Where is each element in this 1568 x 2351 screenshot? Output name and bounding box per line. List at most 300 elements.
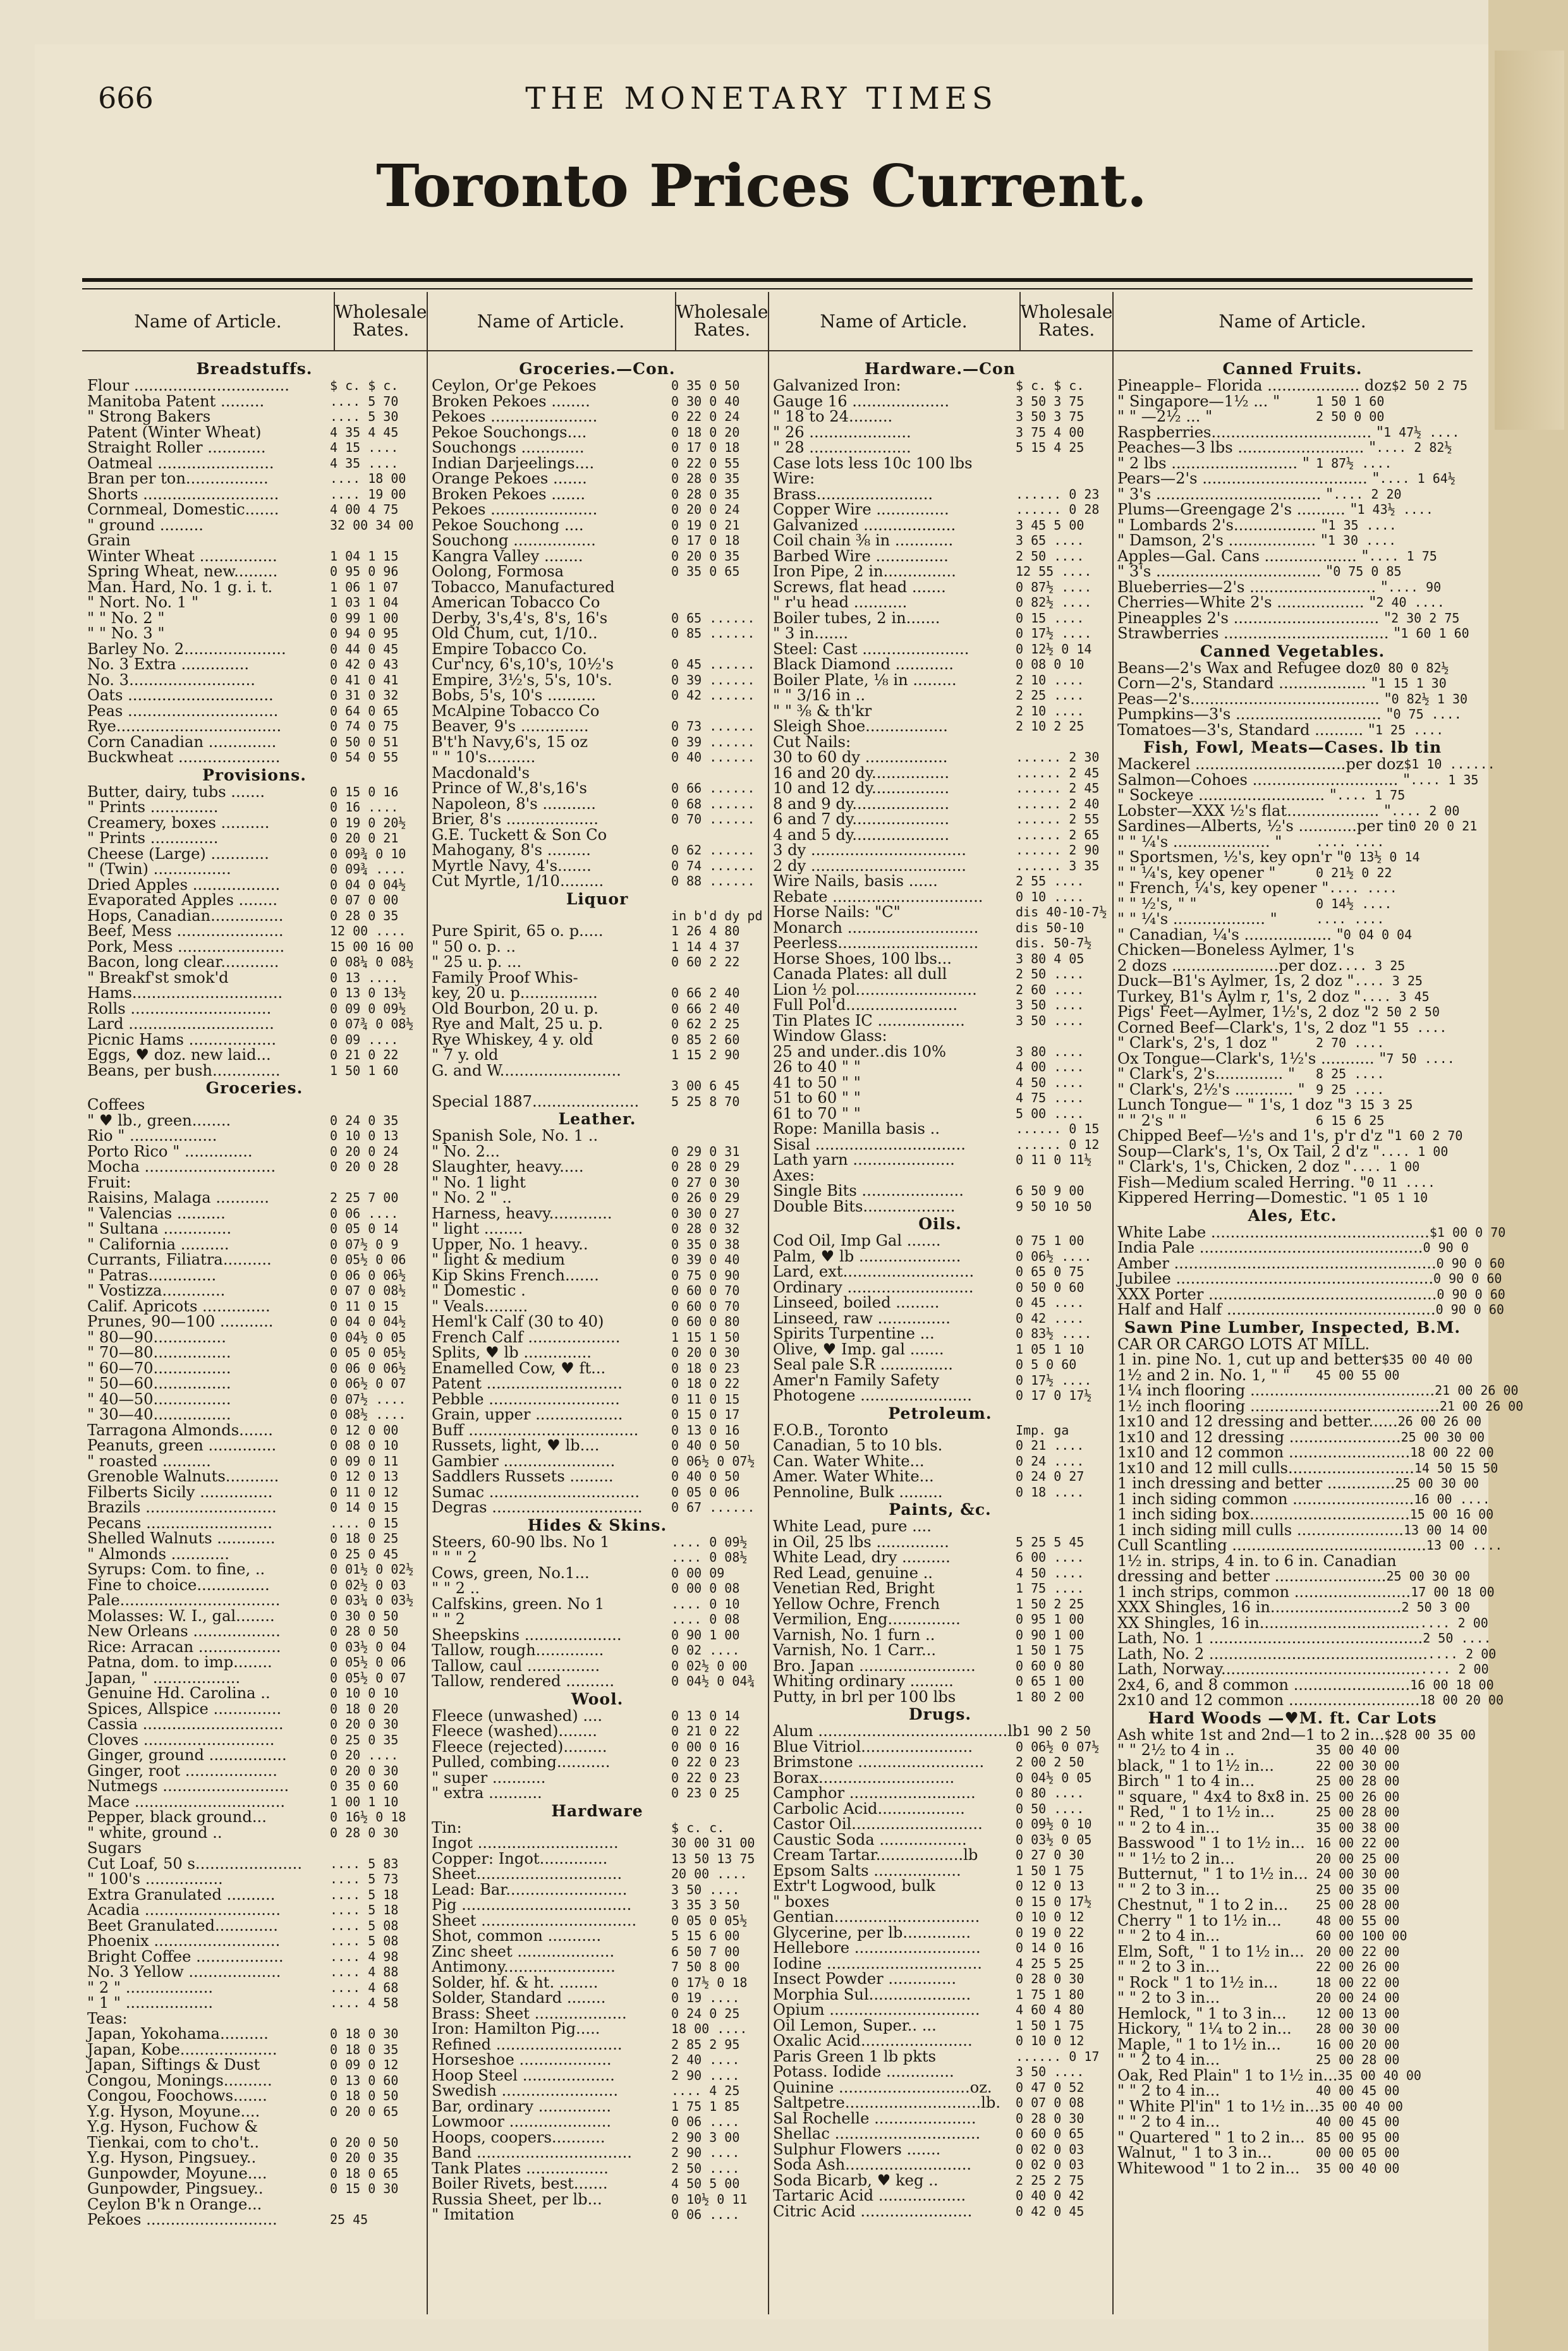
price-row	[432, 471, 763, 487]
wholesale-rate: 4 00 ....	[1016, 1059, 1085, 1074]
article-name: Tobacco, Manufactured	[432, 578, 615, 596]
article-name: Rye and Malt, 25 u. p.	[432, 1015, 604, 1033]
wholesale-rate: .... 4 25	[671, 2083, 740, 2098]
article-name: Single Bits .....................	[773, 1182, 964, 1200]
price-row	[432, 1928, 763, 1944]
wholesale-rate: 0 04 0 04	[1343, 926, 1413, 942]
article-name: " 25 u. p. ...	[432, 953, 522, 971]
wholesale-rate: 2 10 ....	[1016, 703, 1085, 719]
wholesale-rate: 0 21 ....	[1016, 1438, 1085, 1453]
price-row	[1117, 1536, 1503, 1554]
article-name: Can. Water White...	[773, 1452, 925, 1470]
price-row	[432, 734, 763, 750]
price-row	[432, 688, 763, 703]
article-name: " boxes	[773, 1892, 830, 1911]
section-heading-hard-woods-m-ft-car-lots: Hard Woods —♥M. ft. Car Lots	[1148, 1708, 1437, 1727]
article-name: 1x10 and 12 dressing .......................	[1117, 1428, 1401, 1446]
article-name: Souchong .................	[432, 532, 596, 549]
wholesale-rate: 16 00 20 00	[1316, 2036, 1400, 2052]
price-row	[87, 1097, 422, 1113]
wholesale-rate: 13 00 14 00	[1404, 1522, 1488, 1538]
wholesale-rate: 0 44 0 45	[330, 641, 399, 657]
price-row	[1117, 865, 1468, 881]
article-name: " Veals.........	[432, 1297, 528, 1315]
wholesale-rate: .... 2 00	[1420, 1661, 1489, 1677]
article-name: Raspberries................................. "	[1117, 423, 1384, 441]
price-row	[87, 1376, 422, 1392]
article-name: Coil chain ⅜ in ............	[773, 532, 954, 549]
wholesale-rate: 2 50 0 00	[1316, 409, 1385, 424]
article-name: Cloves ...........................	[87, 1730, 275, 1749]
article-name: Sleigh Shoe.................	[773, 717, 948, 735]
wholesale-rate: 2 25 7 00	[330, 1190, 399, 1205]
wholesale-rate: 0 14 0 15	[330, 1500, 399, 1515]
wholesale-rate: 2 25 2 75	[1016, 2172, 1085, 2188]
article-name: Ordinary ..........................	[773, 1278, 974, 1296]
price-row	[1117, 1051, 1468, 1067]
show-through	[1495, 51, 1564, 430]
wholesale-rate: .... 4 68	[330, 1979, 399, 1995]
wholesale-rate: 0 68 ......	[671, 796, 755, 811]
price-row	[87, 1221, 422, 1237]
article-name: Chicken—Boneless Aylmer, 1's	[1117, 941, 1354, 959]
page-edge	[1488, 0, 1568, 2351]
name-of-article-header: Name of Article.	[1219, 310, 1366, 332]
wholesale-rate: 0 06½ 0 07	[330, 1376, 406, 1391]
article-name: Lath, No. 2 .............................................	[1117, 1644, 1428, 1663]
article-name: Cherries—White 2's .................. "	[1117, 593, 1377, 611]
wholesale-rate: 12 00 13 00	[1316, 2005, 1400, 2021]
article-name: Spanish Sole, No. 1 ..	[432, 1127, 599, 1145]
article-name: Full Pol'd.......................	[773, 996, 958, 1014]
article-name: " " ½'s, " "	[1117, 894, 1197, 913]
article-name: 1 inch siding box.................................	[1117, 1505, 1410, 1523]
price-row	[87, 1918, 422, 1934]
article-name: Rolls .............................	[87, 999, 272, 1018]
price-row	[432, 378, 763, 394]
article-name: Tartaric Acid ..................	[773, 2187, 966, 2204]
wholesale-rate: 0 40 0 42	[1016, 2188, 1085, 2203]
price-row	[773, 2126, 1107, 2142]
wholesale-rate: 0 13 0 13½	[330, 985, 406, 1000]
price-row	[1117, 580, 1468, 595]
article-name: Ash white 1st and 2nd—1 to 2 in...	[1117, 1725, 1385, 1744]
article-name: " Breakf'st smok'd	[87, 968, 229, 987]
price-row	[773, 1326, 1107, 1342]
price-row	[773, 781, 1107, 796]
price-row	[87, 2119, 422, 2135]
wholesale-rate: 1 25 ....	[1375, 722, 1444, 738]
wholesale-rate: 0 10 0 12	[1016, 1909, 1085, 1924]
price-row	[1117, 927, 1468, 943]
article-name: Pulled, combing...........	[432, 1753, 611, 1771]
article-name: 1 inch siding mill culls ......................	[1117, 1521, 1404, 1539]
wholesale-rate: 6 15 6 25	[1316, 1112, 1385, 1128]
article-name: " square, " 4x4 to 8x8 in.	[1117, 1787, 1310, 1806]
wholesale-rate: 3 80 ....	[1016, 1043, 1085, 1059]
wholesale-rate: 0 90 1 00	[1016, 1627, 1085, 1643]
article-name: Pecans ..........................	[87, 1514, 273, 1532]
wholesale-rate: 1 26 4 80	[671, 923, 740, 939]
price-row	[773, 626, 1107, 641]
article-name: White Labe .............................................	[1117, 1223, 1430, 1241]
wholesale-rate: 0 90 0 60	[1437, 1286, 1505, 1302]
article-name: Black Diamond ............	[773, 655, 954, 673]
wholesale-rate: 0 03¼ 0 03½	[330, 1593, 414, 1608]
name-of-article-header: Name of Article.	[768, 292, 1021, 350]
article-name: Y.g. Hyson, Pingsuey..	[87, 2149, 257, 2166]
price-row	[87, 1128, 422, 1144]
price-row	[87, 1314, 422, 1330]
price-row	[432, 1032, 763, 1048]
price-row	[773, 1801, 1107, 1817]
price-row	[1117, 2052, 1468, 2068]
price-row	[432, 1078, 763, 1094]
article-name: Pineapple– Florida ................... doz	[1117, 377, 1392, 394]
wholesale-rate: 2 50 ....	[671, 2160, 740, 2176]
article-name: Tarragona Almonds.......	[87, 1421, 273, 1439]
price-row	[773, 1754, 1107, 1770]
price-row	[432, 1454, 763, 1469]
wholesale-rate: $ c. $ c.	[1016, 378, 1085, 393]
price-row	[1117, 1254, 1505, 1272]
wholesale-rate	[1016, 1519, 1107, 1534]
wholesale-rate: 0 73 ......	[671, 719, 755, 734]
article-name: Napoleon, 8's ...........	[432, 794, 596, 813]
article-name: Borax............................	[773, 1768, 955, 1787]
article-name: " 3 in.......	[773, 624, 849, 642]
article-name: Sisal ...............................	[773, 1135, 966, 1153]
price-row	[87, 1500, 422, 1516]
section-heading-fish-fowl-meats-cases-lb-tin: Fish, Fowl, Meats—Cases. lb tin	[1143, 738, 1442, 756]
price-row	[1117, 1459, 1498, 1477]
price-row	[87, 1933, 422, 1949]
wholesale-rate	[1016, 456, 1107, 471]
article-name: Derby, 3's,4's, 8's, 16's	[432, 609, 608, 627]
article-name: Peerless.............................	[773, 934, 979, 952]
article-name: Bacon, long clear............	[87, 953, 279, 971]
article-name: Gauge 16 ....................	[773, 392, 950, 410]
price-row	[1117, 1758, 1468, 1774]
article-name: " Clark's, 2's, 1 doz "	[1117, 1034, 1279, 1052]
wholesale-rate: 0 90 0 60	[1435, 1302, 1504, 1317]
wholesale-rate: $28 00 35 00	[1384, 1727, 1476, 1742]
price-row	[773, 1295, 1107, 1311]
article-name: Quinine ...........................oz.	[773, 2078, 992, 2096]
price-row	[432, 781, 763, 796]
price-row	[773, 549, 1107, 564]
wholesale-rate: .... 1 35	[1410, 772, 1479, 787]
price-row	[432, 908, 763, 924]
article-name: 16 and 20 dy................	[773, 763, 950, 782]
price-row	[1117, 989, 1468, 1005]
wholesale-rate: 0 04½ 0 04¾	[671, 1674, 755, 1689]
wholesale-rate: 15 00 16 00	[1409, 1507, 1494, 1522]
price-row	[432, 1469, 763, 1485]
price-row	[87, 1159, 422, 1175]
article-name: Kangra Valley ........	[432, 547, 583, 565]
price-row	[773, 1388, 1107, 1404]
wholesale-rate	[671, 1063, 763, 1079]
wholesale-rate: .... 0 15	[330, 1515, 399, 1531]
article-name: dressing and better .......................	[1117, 1567, 1387, 1585]
wholesale-rate: 3 50 3 75	[1016, 393, 1085, 409]
article-name: Shot, common ...........	[432, 1927, 602, 1945]
article-name: Camphor ..........................	[773, 1784, 976, 1802]
price-row	[432, 1866, 763, 1882]
wholesale-rate: .... 2 20	[1333, 486, 1402, 502]
price-row	[87, 1268, 422, 1284]
wholesale-rate: 1 14 4 37	[671, 939, 740, 954]
price-row	[432, 564, 763, 580]
wholesale-rate: 0 09 0 09½	[330, 1000, 406, 1016]
price-row	[432, 1175, 763, 1191]
wholesale-rate: 2 50 3 00	[1401, 1600, 1470, 1615]
price-row	[432, 1643, 763, 1658]
article-name: Blue Vitriol.......................	[773, 1737, 973, 1756]
section-heading-drugs: Drugs.	[908, 1705, 972, 1723]
price-row	[87, 1716, 422, 1732]
price-row	[773, 1233, 1107, 1249]
article-name: Cut Loaf, 50 s......................	[87, 1854, 303, 1873]
article-name: Corn—2's, Standard .................. "	[1117, 674, 1378, 692]
wholesale-rate: 0 17 0 17½	[1016, 1388, 1092, 1403]
price-row	[87, 1454, 422, 1469]
wholesale-rate: 0 90 0 60	[1433, 1271, 1502, 1286]
price-row	[432, 440, 763, 456]
price-row	[773, 1816, 1107, 1832]
wholesale-rate	[330, 1097, 422, 1113]
wholesale-rate: 16 00 18 00	[1410, 1677, 1494, 1692]
section-heading-canned-fruits: Canned Fruits.	[1222, 360, 1363, 378]
price-row	[432, 1345, 763, 1361]
wholesale-rate: .... 0 08½	[671, 1550, 748, 1565]
price-row	[773, 1519, 1107, 1534]
wholesale-rate: 0 30 0 40	[671, 393, 740, 409]
wholesale-rate: dis. 50-7½	[1016, 935, 1092, 951]
article-name: Sumac ...............................	[432, 1483, 640, 1501]
wholesale-rate: 0 80 0 82½	[1373, 660, 1449, 676]
price-row	[773, 1785, 1107, 1801]
article-name: Amer'n Family Safety	[773, 1371, 940, 1389]
article-name: " " No. 2 "	[87, 609, 165, 627]
wholesale-rate: 5 00 ....	[1016, 1105, 1085, 1121]
wholesale-rate: .... 1 00	[1351, 1159, 1420, 1174]
article-name: Orange Pekoes .......	[432, 470, 587, 487]
wholesale-rate: 1 87½ ....	[1316, 455, 1392, 471]
price-row	[1117, 518, 1468, 533]
wholesale-rate: ...... 0 28	[1016, 502, 1100, 517]
wholesale-rate: 2 90 ....	[671, 2145, 740, 2160]
article-name: 1½ inch flooring .......................................	[1117, 1397, 1440, 1415]
price-row	[773, 641, 1107, 657]
article-name: black, " 1 to 1½ in...	[1117, 1756, 1274, 1775]
column-body	[768, 351, 1112, 2219]
wholesale-rate: in b'd dy pd	[671, 908, 763, 923]
wholesale-rate: 4 35 4 45	[330, 424, 399, 440]
price-row	[432, 1658, 763, 1674]
wholesale-rate: 20 00 25 00	[1316, 1850, 1400, 1866]
price-row	[1117, 1368, 1468, 1383]
wholesale-rate: 0 10 0 12	[1016, 2033, 1085, 2048]
price-row	[773, 1075, 1107, 1091]
wholesale-rate: 28 00 30 00	[1316, 2021, 1400, 2036]
wholesale-rate: 0 07 0 08	[1016, 2095, 1085, 2110]
price-row	[1117, 1190, 1468, 1206]
price-row	[432, 1596, 763, 1612]
wholesale-rate: 0 08¼ 0 08½	[330, 954, 414, 969]
price-row	[432, 1001, 763, 1017]
price-row	[87, 908, 422, 924]
price-row	[432, 2083, 763, 2099]
wholesale-rate: 0 18 0 25	[330, 1531, 399, 1546]
wholesale-rate: 0 20 0 24	[330, 1143, 399, 1159]
article-name: 1¼ inch flooring ......................................	[1117, 1382, 1435, 1399]
price-row	[773, 1770, 1107, 1786]
article-name: Rebate ...............................	[773, 887, 983, 906]
price-row	[87, 1330, 422, 1346]
article-name: Picnic Hams ..................	[87, 1030, 277, 1048]
wholesale-rate: 7 50 8 00	[671, 1959, 740, 1974]
wholesale-rate: 0 13 ....	[330, 969, 399, 985]
price-row	[773, 1565, 1107, 1581]
price-row	[87, 1593, 422, 1608]
article-name: Coffees	[87, 1096, 145, 1114]
price-row	[773, 1925, 1107, 1941]
price-row	[773, 2033, 1107, 2049]
wholesale-rate: 22 00 30 00	[1316, 1758, 1400, 1773]
wholesale-rate: 0 60 0 70	[671, 1283, 740, 1298]
wholesale-rate: 2 90 ....	[671, 2067, 740, 2083]
price-row	[87, 1949, 422, 1965]
article-name: Cut Nails:	[773, 732, 851, 751]
article-name: Beans—2's Wax and Refugee doz	[1117, 659, 1373, 677]
price-row	[773, 904, 1107, 920]
price-row	[432, 796, 763, 812]
price-row	[773, 1847, 1107, 1863]
price-row	[432, 533, 763, 549]
article-name: Lobster—XXX ½'s flat................... "	[1117, 801, 1392, 820]
price-row	[87, 1732, 422, 1748]
article-name: McAlpine Tobacco Co	[432, 702, 600, 720]
article-name: Apples—Gal. Cans ................... "	[1117, 547, 1369, 565]
article-name: Macdonald's	[432, 763, 530, 782]
article-name: Beet Granulated.............	[87, 1916, 278, 1935]
article-name: " " 1½ to 2 in...	[1117, 1849, 1235, 1868]
price-row	[1117, 425, 1468, 440]
price-row	[773, 2064, 1107, 2080]
price-row	[773, 750, 1107, 765]
wholesale-rate: 0 22 0 24	[671, 409, 740, 424]
wholesale-rate: ...... 2 55	[1016, 811, 1100, 827]
wholesale-rate: 0 66 ......	[671, 781, 755, 796]
price-row	[1117, 1035, 1468, 1051]
article-name: Hams...............................	[87, 984, 283, 1002]
price-row	[773, 1658, 1107, 1674]
price-row	[432, 1674, 763, 1689]
article-name: Cheese (Large) ............	[87, 844, 269, 863]
article-name: Iron Pipe, 2 in...............	[773, 562, 956, 580]
article-name: Corned Beef—Clark's, 1's, 2 doz "	[1117, 1018, 1379, 1036]
article-name: Whiting ordinary .........	[773, 1672, 954, 1690]
price-row	[87, 1964, 422, 1980]
wholesale-rate: 0 28 0 35	[671, 471, 740, 486]
price-row	[773, 1612, 1107, 1627]
wholesale-rate: 0 40 0 50	[671, 1469, 740, 1484]
wholesale-rate: 0 60 0 65	[1016, 2126, 1085, 2141]
wholesale-rate: 0 21½ 0 22	[1316, 865, 1392, 880]
article-name: " Damson, 2's .................. "	[1117, 532, 1328, 549]
price-row	[1117, 1553, 1468, 1569]
price-row	[87, 703, 422, 719]
price-row	[1117, 2006, 1468, 2022]
article-name: Horseshoe ...................	[432, 2051, 612, 2069]
wholesale-rate: 4 75 ....	[1016, 1090, 1085, 1105]
price-row	[432, 1407, 763, 1423]
article-name: Empire, 3½'s, 5's, 10's.	[432, 671, 612, 689]
price-row	[1117, 1004, 1468, 1020]
price-row	[432, 827, 763, 843]
price-row	[1117, 1691, 1504, 1709]
price-row	[87, 1639, 422, 1655]
wholesale-rate: 1 75 1 85	[671, 2098, 740, 2114]
price-row	[432, 1392, 763, 1407]
article-name: Band ................................	[432, 2144, 632, 2161]
wholesale-rate	[1016, 1028, 1107, 1044]
wholesale-rate: 25 00 26 00	[1316, 1789, 1400, 1804]
wholesale-rate: 2 60 ....	[1016, 981, 1085, 997]
article-name: " Rock " 1 to 1½ in...	[1117, 1973, 1279, 1991]
wholesale-rate: 0 42 0 43	[330, 657, 399, 672]
page-title: Toronto Prices Current.	[376, 152, 1147, 220]
article-name: Hellebore ..........................	[773, 1939, 981, 1957]
price-row	[1117, 1583, 1495, 1601]
price-column-2	[427, 292, 769, 2314]
wholesale-rate: .... 0 10	[671, 1596, 740, 1612]
wholesale-rate: 0 13½ 0 14	[1344, 849, 1420, 865]
wholesale-rate: 0 41 0 41	[330, 672, 399, 688]
article-name: " Vostizza.............	[87, 1282, 226, 1299]
article-name: Buckwheat .....................	[87, 748, 281, 766]
article-name: Japan, " ..................	[87, 1668, 241, 1687]
wholesale-rate: 0 09¾ ....	[330, 861, 406, 877]
wholesale-rate: 0 45 ......	[671, 657, 755, 672]
article-name: " (Twin) ................	[87, 860, 231, 878]
price-row	[87, 1624, 422, 1639]
article-name: Swedish ........................	[432, 2082, 619, 2099]
thin-rule	[82, 288, 1473, 289]
wholesale-rate: 1 15 2 90	[671, 1047, 740, 1062]
wholesale-rate: 20 00 24 00	[1316, 1990, 1400, 2005]
article-name: Brazils ...........................	[87, 1498, 277, 1516]
price-row	[432, 672, 763, 688]
price-row	[87, 1485, 422, 1500]
wholesale-rate: 0 05 0 05½	[671, 1912, 748, 1928]
price-row	[87, 1840, 422, 1856]
price-row	[432, 1959, 763, 1975]
wholesale-rate: 14 50 15 50	[1414, 1460, 1498, 1476]
price-row	[773, 796, 1107, 812]
article-name: " " 2 to 4 in...	[1117, 1927, 1220, 1945]
price-row	[1117, 564, 1468, 580]
article-name: " ground .........	[87, 516, 204, 534]
article-name: Shorts ............................	[87, 485, 279, 503]
article-name: " White Pl'in" 1 to 1½ in...	[1117, 2097, 1320, 2115]
price-row	[87, 518, 422, 533]
article-name: " " ¼'s .................... "	[1117, 832, 1282, 851]
price-row	[773, 703, 1107, 719]
wholesale-rate: 0 66 2 40	[671, 1000, 740, 1016]
